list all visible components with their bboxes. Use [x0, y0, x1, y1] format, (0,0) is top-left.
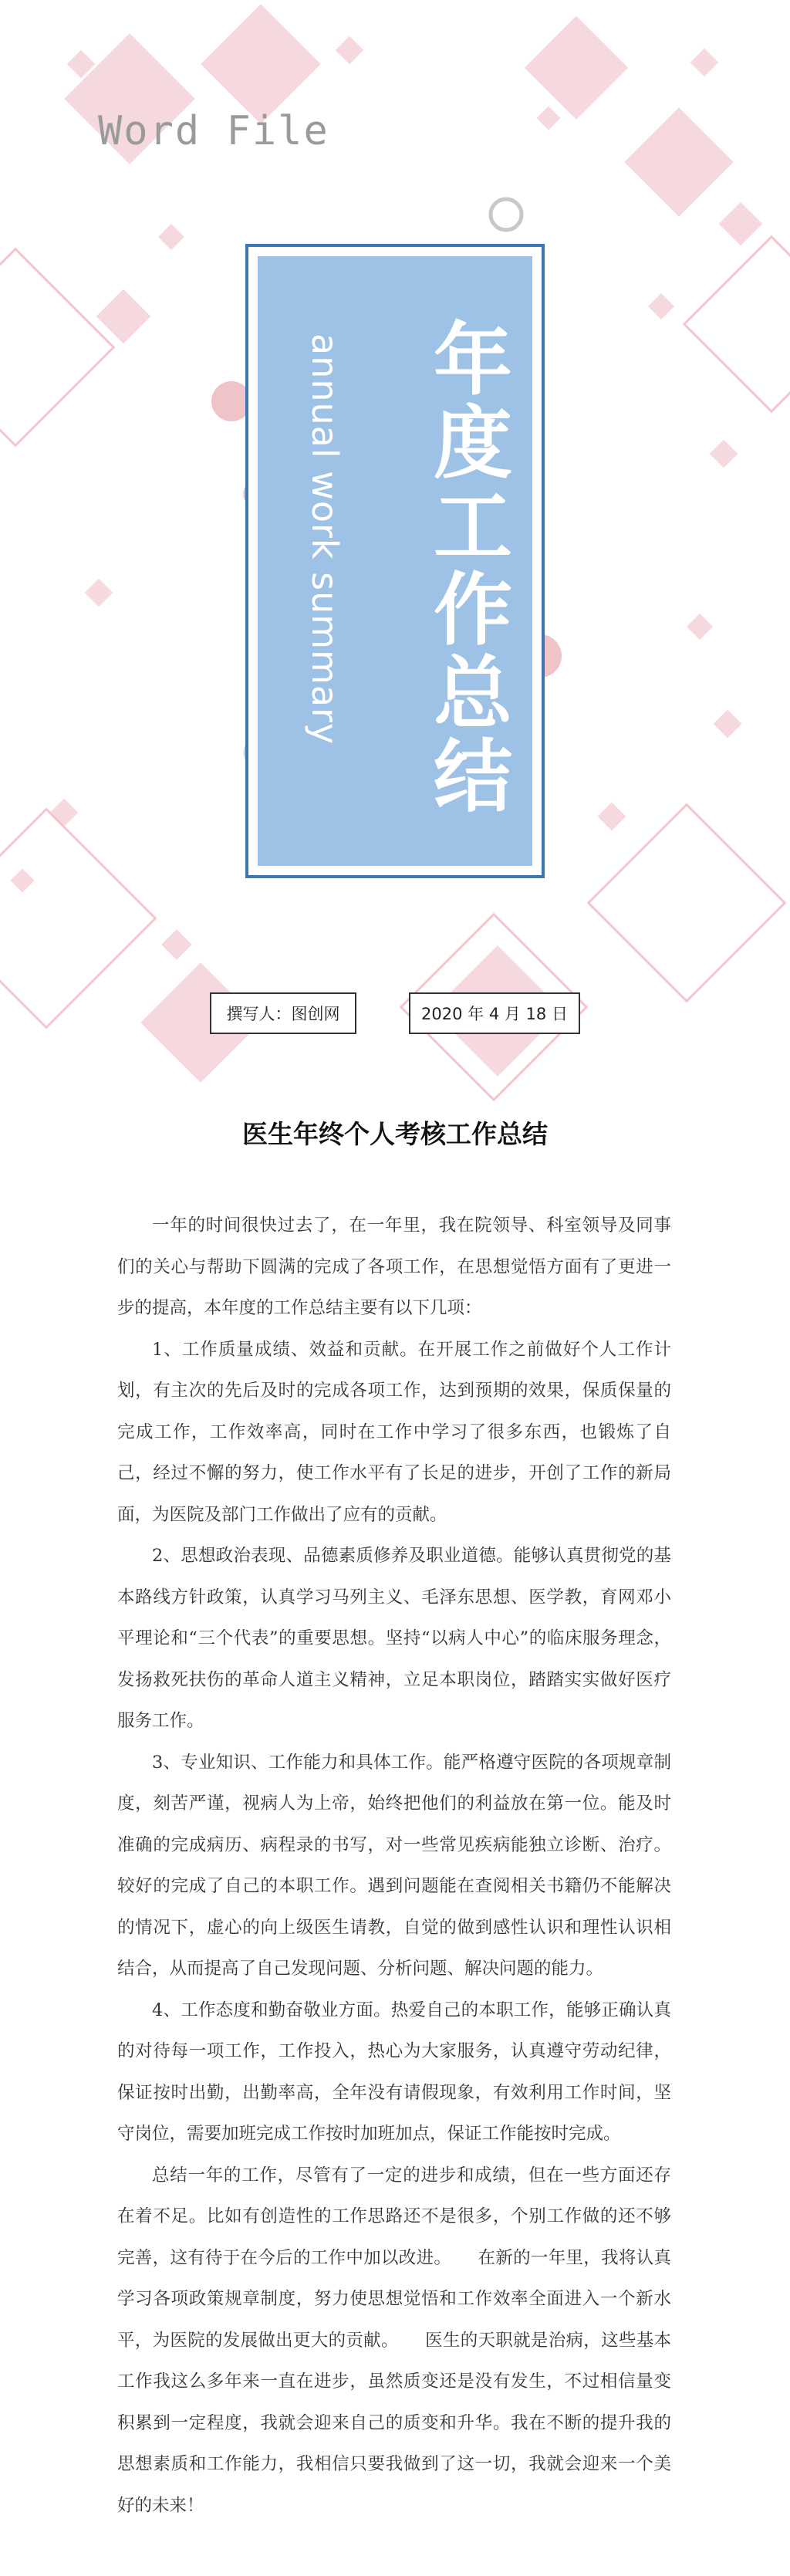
cover-title: 年度工作总结	[420, 318, 512, 818]
paragraph-3: 3、专业知识、工作能力和具体工作。能严格遵守医院的各项规章制度，刻苦严谨，视病人为上帝，始终把他们的利益放在第一位。能及时准确的完成病历、病程录的书写，对一些常见疾病能独立诊断、治疗。较好的完成了自己的本职工作。遇到问题能在查阅相关书籍仍不能解决的情况下，虚心的向上级医生请教，自觉的做到感性认识和理性认识相结合，从而提高了自己发现问题、分析问题、解决问题的能力。	[117, 1752, 671, 1979]
document-body	[117, 1205, 671, 2527]
paragraph-2: 2、思想政治表现、品德素质修养及职业道德。能够认真贯彻党的基本路线方针政策，认真学习马列主义、毛泽东思想、医学教，育网邓小平理论和“三个代表”的重要思想。坚持“以病人中心”的临床服务理念，发扬救死扶伤的革命人道主义精神，立足本职岗位，踏踏实实做好医疗服务工作。	[117, 1546, 671, 1731]
paragraph-1: 1、工作质量成绩、效益和贡献。在开展工作之前做好个人工作计划，有主次的先后及时的完成各项工作，达到预期的效果，保质保量的完成工作，工作效率高，同时在工作中学习了很多东西，也锻炼了自己，经过不懈的努力，使工作水平有了长足的进步，开创了工作的新局面，为医院及部门工作做出了应有的贡献。	[117, 1339, 671, 1525]
cover-card	[245, 244, 545, 878]
author-box: 撰写人：图创网	[210, 992, 356, 1034]
document-title: 医生年终个人考核工作总结	[242, 1119, 548, 1149]
brand-label: Word File	[98, 108, 329, 154]
cover-subtitle: annual work summary	[304, 333, 346, 745]
cover-fill	[258, 256, 532, 866]
paragraph-summary: 总结一年的工作，尽管有了一定的进步和成绩，但在一些方面还存在着不足。比如有创造性的工作思路还不是很多，个别工作做的还不够完善，这有待于在今后的工作中加以改进。 在新的一年里，我将认真学习各项政策规章制度，努力使思想觉悟和工作效率全面进入一个新水平，为医院的发展做出更大的贡献。 医生的天职就是治病，这些基本工作我这么多年来一直在进步，虽然质变还是没有发生，不过相信量变积累到一定程度，我就会迎来自己的质变和升华。我在不断的提升我的思想素质和工作能力，我相信只要我做到了这一切，我就会迎来一个美好的未来！	[117, 2165, 671, 2516]
date-box: 2020 年 4 月 18 日	[409, 992, 580, 1034]
paragraph-intro: 一年的时间很快过去了，在一年里，我在院领导、科室领导及同事们的关心与帮助下圆满的完成了各项工作，在思想觉悟方面有了更进一步的提高，本年度的工作总结主要有以下几项：	[117, 1215, 671, 1318]
paragraph-4: 4、工作态度和勤奋敬业方面。热爱自己的本职工作，能够正确认真的对待每一项工作，工作投入，热心为大家服务，认真遵守劳动纪律，保证按时出勤，出勤率高，全年没有请假现象，有效利用工作时间，坚守岗位，需要加班完成工作按时加班加点，保证工作能按时完成。	[117, 2000, 671, 2144]
